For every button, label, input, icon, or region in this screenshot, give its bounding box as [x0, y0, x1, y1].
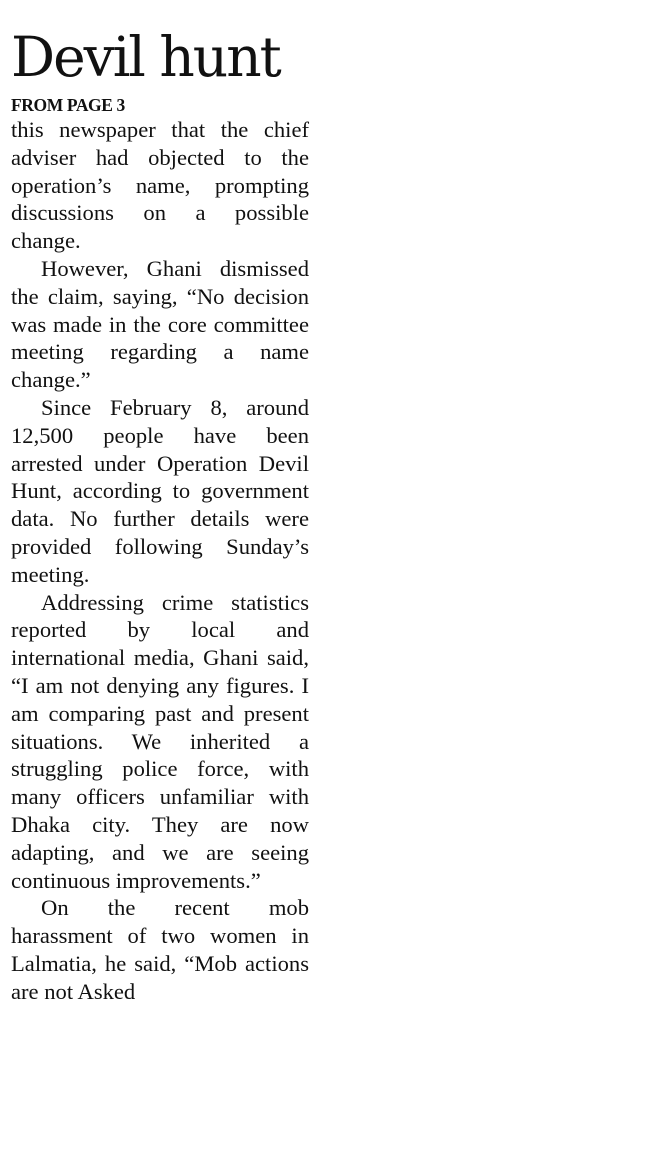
paragraph: However, Ghani dismissed the claim, saying, “No decision was made in the core committee meeting regarding a name change.”: [11, 255, 309, 393]
headline: Devil hunt: [11, 25, 280, 89]
article: [11, 22, 309, 1006]
paragraph: On the recent mob harassment of two women in Lalmatia, he said, “Mob actions are not Asked: [11, 895, 309, 1004]
paragraph: this newspaper that the chief adviser had objected to the operation’s name, prompting discussions on a possible change.: [11, 117, 309, 254]
paragraph: Since February 8, around 12,500 people have been arrested under Operation Devil Hunt, according to government data. No further details were provided following Sunday’s meeting.: [11, 394, 309, 587]
article-body: [11, 116, 309, 1006]
paragraph: Addressing crime statistics reported by local and international media, Ghani said, “I am not denying any figures. I am comparing past and present situations. We inherited a struggling police force, with many officers unfamiliar with Dhaka city. They are now adapting, and we are seeing continuous improvements.”: [11, 589, 309, 893]
jump-label: FROM PAGE 3: [11, 95, 125, 115]
